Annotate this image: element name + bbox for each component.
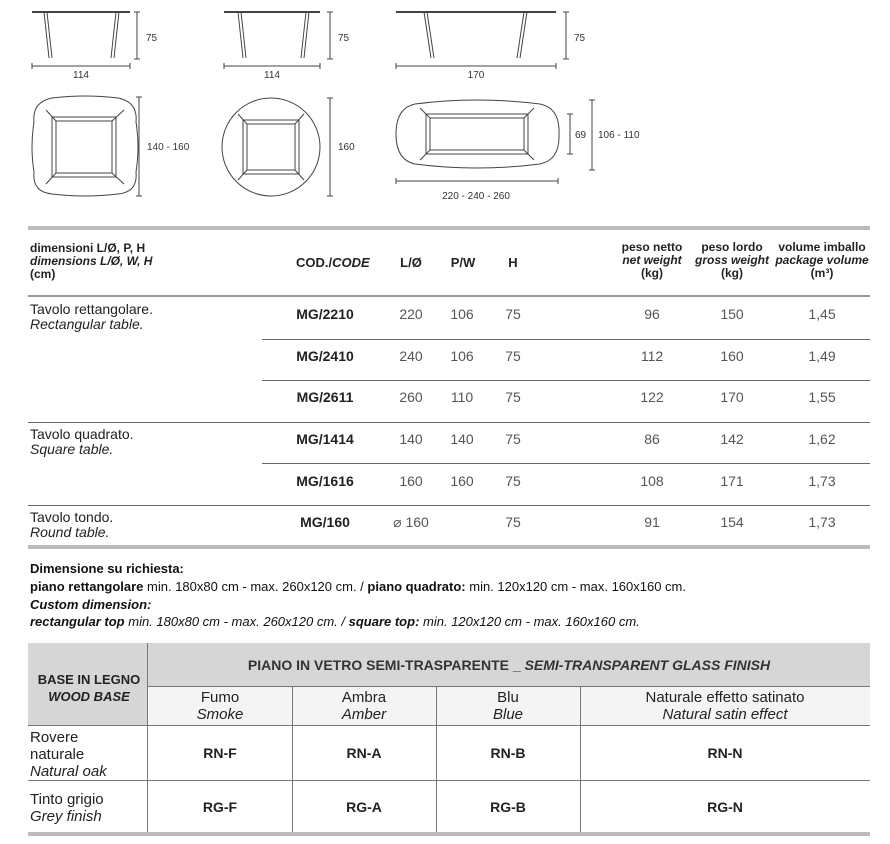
row-gross-weight: 154 — [720, 514, 744, 530]
row-height: 75 — [505, 348, 521, 364]
spec-header-volume: volume imballo package volume (m³) — [775, 240, 869, 280]
row-length: 160 — [399, 473, 423, 489]
plan-square-table — [32, 96, 142, 196]
spec-header-length: L/Ø — [400, 255, 422, 270]
row-code: MG/1414 — [296, 431, 354, 447]
row-code: MG/2210 — [296, 306, 354, 322]
row-net-weight: 108 — [640, 473, 664, 489]
elevation-round-table — [224, 12, 333, 69]
spec-header-code: COD./CODE — [296, 255, 370, 270]
finish-code: RN-A — [346, 745, 382, 761]
table-row — [0, 431, 890, 449]
base-header-label: BASE IN LEGNO WOOD BASE — [37, 672, 141, 704]
row-code: MG/1616 — [296, 473, 354, 489]
spec-header-net-weight: peso netto net weight (kg) — [621, 240, 683, 280]
row-height: 75 — [505, 473, 521, 489]
plan-rectangular-table — [396, 100, 595, 184]
row-gross-weight: 160 — [720, 348, 744, 364]
table-row — [0, 389, 890, 407]
row-gross-weight: 170 — [720, 389, 744, 405]
plan3-inner-label: 69 — [575, 130, 587, 141]
col-header-amber: Ambra Amber — [292, 687, 436, 725]
row-divider — [262, 380, 870, 381]
elevation-square-table — [32, 12, 140, 69]
spec-header-width: P/W — [450, 255, 476, 270]
plan1-dim-label: 140 - 160 — [147, 142, 190, 153]
elevation-rectangular-table — [396, 12, 569, 69]
row-length: 240 — [399, 348, 423, 364]
row-net-weight: 112 — [640, 348, 664, 364]
row-divider — [262, 463, 870, 464]
table-row — [0, 348, 890, 366]
row-length: ⌀ 160 — [393, 514, 429, 530]
finish-code: RN-N — [707, 745, 743, 761]
row-width: 106 — [450, 348, 474, 364]
custom-dimension-title-en: Custom dimension: — [30, 597, 152, 612]
col-header-smoke: Fumo Smoke — [148, 687, 292, 725]
row-height: 75 — [505, 389, 521, 405]
spec-header-gross-weight: peso lordo gross weight (kg) — [694, 240, 769, 280]
row-volume: 1,55 — [808, 389, 836, 405]
row-gross-weight: 171 — [720, 473, 744, 489]
row-length: 140 — [399, 431, 423, 447]
row-height: 75 — [505, 514, 521, 530]
technical-drawings — [0, 0, 890, 215]
col-header-blue: Blu Blue — [436, 687, 580, 725]
finish-code: RG-F — [202, 799, 238, 815]
row-net-weight: 86 — [644, 431, 660, 447]
col-header-natural-satin: Naturale effetto satinato Natural satin effect — [580, 687, 870, 725]
group-label-square: Tavolo quadrato. Square table. — [30, 426, 134, 457]
spec-table-top-rule — [28, 226, 870, 230]
row-divider — [262, 339, 870, 340]
row-code: MG/2611 — [296, 389, 354, 405]
group-label-rectangular: Tavolo rettangolare. Rectangular table. — [30, 301, 153, 332]
finish-code: RN-F — [203, 745, 237, 761]
row-volume: 1,45 — [808, 306, 836, 322]
row-width: 140 — [450, 431, 474, 447]
elev2-height-label: 75 — [338, 33, 350, 44]
plan3-length-label: 220 - 240 - 260 — [442, 191, 510, 202]
row-gross-weight: 150 — [720, 306, 744, 322]
plan3-outer-label: 106 - 110 — [598, 130, 640, 141]
row-volume: 1,49 — [808, 348, 836, 364]
table-row — [0, 514, 890, 532]
row-height: 75 — [505, 306, 521, 322]
plan2-dim-label: 160 — [338, 142, 355, 153]
row-net-weight: 122 — [640, 389, 664, 405]
group-divider — [28, 422, 870, 423]
custom-dimension-text-it: piano rettangolare min. 180x80 cm - max. 260x120 cm. / piano quadrato: min. 120x120 cm - max. 160x160 cm. — [30, 579, 686, 594]
table-row — [0, 473, 890, 491]
row-width: 160 — [450, 473, 474, 489]
row-height: 75 — [505, 431, 521, 447]
finish-row-label-grey: Tinto grigio Grey finish — [30, 791, 104, 825]
row-volume: 1,62 — [808, 431, 836, 447]
row-width: 110 — [450, 389, 474, 405]
table-row — [0, 306, 890, 324]
elev1-height-label: 75 — [146, 33, 158, 44]
custom-dimension-text-en: rectangular top min. 180x80 cm - max. 260x120 cm. / square top: min. 120x120 cm - max. 160x160 cm. — [30, 614, 640, 629]
glass-header: PIANO IN VETRO SEMI-TRASPARENTE _ SEMI-TRANSPARENT GLASS FINISH — [247, 657, 771, 673]
finish-table — [28, 643, 870, 839]
spec-table-bottom-rule — [28, 545, 870, 549]
row-gross-weight: 142 — [720, 431, 744, 447]
row-volume: 1,73 — [808, 473, 836, 489]
row-length: 220 — [399, 306, 423, 322]
elev2-width-label: 114 — [264, 70, 280, 81]
grid-line — [148, 686, 870, 687]
finish-code: RG-N — [707, 799, 743, 815]
row-width: 106 — [450, 306, 474, 322]
finish-code: RN-B — [490, 745, 526, 761]
plan-round-table — [222, 98, 333, 196]
row-code: MG/160 — [300, 514, 350, 530]
elev3-width-label: 170 — [467, 70, 485, 81]
group-label-round: Tavolo tondo. Round table. — [30, 509, 114, 540]
row-length: 260 — [399, 389, 423, 405]
group-divider — [28, 505, 870, 506]
elev3-height-label: 75 — [574, 33, 586, 44]
finish-row-label-natural-oak: Rovere naturale Natural oak — [30, 729, 107, 780]
row-net-weight: 96 — [644, 306, 660, 322]
row-code: MG/2410 — [296, 348, 354, 364]
spec-header-dimensions: dimensioni L/Ø, P, H dimensions L/Ø, W, H (cm) — [30, 241, 153, 281]
spec-header-height: H — [508, 255, 518, 270]
finish-code: RG-B — [490, 799, 526, 815]
finish-code: RG-A — [346, 799, 382, 815]
row-net-weight: 91 — [644, 514, 660, 530]
custom-dimension-title-it: Dimensione su richiesta: — [30, 561, 184, 576]
elev1-width-label: 114 — [73, 70, 89, 81]
spec-header-rule — [28, 295, 870, 297]
row-volume: 1,73 — [808, 514, 836, 530]
